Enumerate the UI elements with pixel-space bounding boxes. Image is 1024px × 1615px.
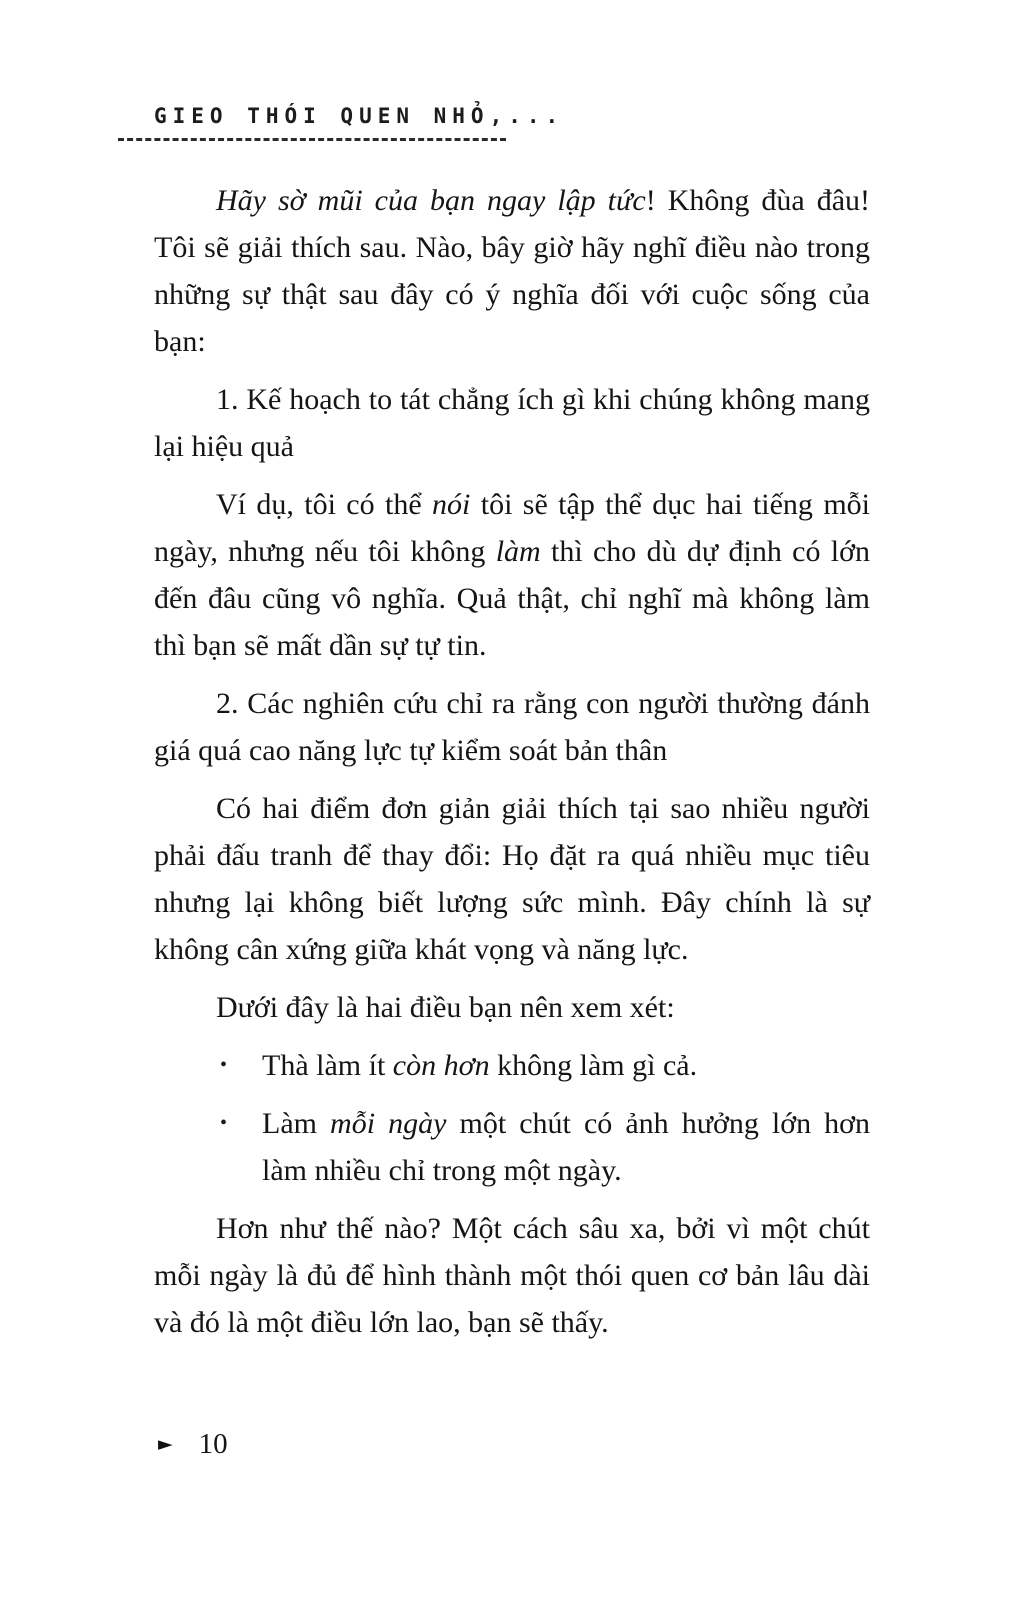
paragraph	[154, 1205, 870, 1346]
paragraph	[154, 680, 870, 774]
text-segment: ! Không đùa đâu! Tôi sẽ giải thích sau. Nào, bây giờ hãy nghĩ điều nào trong những sự thật sau đây có ý nghĩa đối với cuộc sống của bạn:	[154, 184, 870, 358]
paragraph	[154, 376, 870, 470]
text-segment: thì cho dù dự định có lớn đến đâu cũng vô nghĩa. Quả thật, chỉ nghĩ mà không làm thì bạn sẽ mất dần sự tự tin.	[154, 535, 870, 662]
text-segment: Hơn như thế nào? Một cách sâu xa, bởi vì một chút mỗi ngày là đủ để hình thành một thói quen cơ bản lâu dài và đó là một điều lớn lao, bạn sẽ thấy.	[154, 1212, 870, 1339]
footer-triangle-icon: ►	[158, 1433, 173, 1455]
text-segment: 2. Các nghiên cứu chỉ ra rằng con người thường đánh giá quá cao năng lực tự kiểm soát bản thân	[154, 687, 870, 767]
header-divider	[118, 138, 506, 141]
page-header	[154, 104, 870, 141]
bullet-icon: •	[220, 1054, 228, 1076]
bullet-item	[154, 1100, 870, 1194]
running-head-title: GIEO THÓI QUEN NHỎ,...	[154, 104, 565, 128]
bullet-item	[154, 1042, 870, 1089]
footer-page-number: 10	[198, 1428, 228, 1460]
text-segment: Thà làm ít	[262, 1049, 393, 1082]
paragraph	[154, 177, 870, 365]
text-segment: Dưới đây là hai điều bạn nên xem xét:	[216, 991, 675, 1024]
text-segment-italic: nói	[432, 488, 471, 521]
text-segment: không làm gì cả.	[489, 1049, 698, 1082]
text-segment: 1. Kế hoạch to tát chẳng ích gì khi chúng không mang lại hiệu quả	[154, 383, 870, 463]
text-segment-italic: mỗi ngày	[330, 1107, 447, 1140]
text-segment: Làm	[262, 1107, 331, 1140]
page-footer	[158, 1428, 228, 1461]
text-segment-italic: còn hơn	[392, 1049, 490, 1082]
page-body	[154, 177, 870, 1346]
text-segment-italic: Hãy sờ mũi của bạn ngay lập tức	[216, 184, 646, 217]
paragraph	[154, 785, 870, 973]
text-segment: tôi sẽ tập thể dục hai tiếng mỗi ngày, nhưng nếu tôi không	[154, 488, 870, 568]
text-segment: một chút có ảnh hưởng lớn hơn làm nhiều chỉ trong một ngày.	[262, 1107, 871, 1187]
bullet-text	[262, 1042, 870, 1089]
text-segment: Có hai điểm đơn giản giải thích tại sao nhiều người phải đấu tranh để thay đổi: Họ đặt ra quá nhiều mục tiêu nhưng lại không biết lượng sức mình. Đây chính là sự không cân xứng giữa khát vọng và năng lực.	[154, 792, 870, 966]
bullet-text	[262, 1100, 870, 1194]
text-segment: Ví dụ, tôi có thể	[216, 488, 433, 521]
text-segment-italic: làm	[495, 535, 541, 568]
paragraph	[154, 481, 870, 669]
bullet-icon: •	[220, 1112, 228, 1134]
paragraph	[154, 984, 870, 1031]
